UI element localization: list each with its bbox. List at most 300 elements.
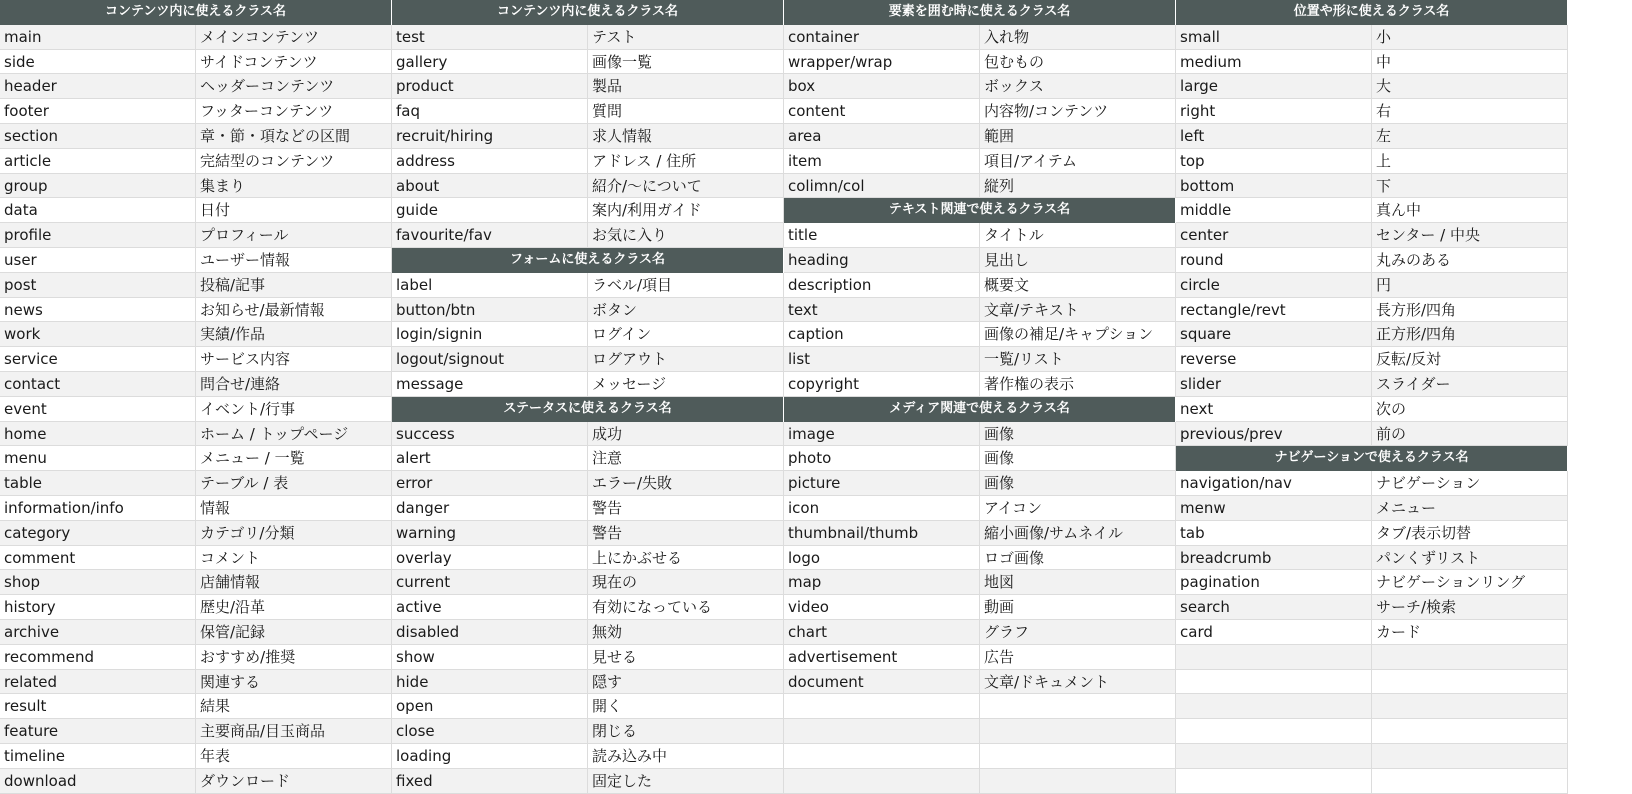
class-name-cell[interactable]: overlay [392,546,588,570]
table-row [784,422,1176,447]
class-name-cell[interactable]: archive [0,620,196,644]
class-name-cell[interactable]: photo [784,446,980,470]
meaning-cell[interactable]: サービス内容 [196,347,392,371]
class-name-cell[interactable]: right [1176,99,1372,123]
meaning-cell[interactable]: 警告 [588,521,784,545]
class-name-cell[interactable]: event [0,397,196,421]
class-name-cell[interactable]: colimn/col [784,174,980,198]
meaning-cell[interactable]: コメント [196,546,392,570]
table-row [0,149,392,174]
class-name-cell[interactable]: result [0,694,196,718]
meaning-cell[interactable] [1372,694,1568,718]
meaning-cell[interactable]: グラフ [980,620,1176,644]
class-name-cell[interactable]: logo [784,546,980,570]
class-name-cell[interactable]: card [1176,620,1372,644]
table-row [784,620,1176,645]
table-row [1176,74,1568,99]
class-name-cell[interactable]: open [392,694,588,718]
table-row [0,25,392,50]
class-name-cell[interactable] [1176,744,1372,768]
meaning-cell[interactable] [980,744,1176,768]
meaning-cell[interactable]: 内容物/コンテンツ [980,99,1176,123]
table-row [0,620,392,645]
meaning-cell[interactable]: タイトル [980,223,1176,247]
meaning-cell[interactable] [980,694,1176,718]
class-name-cell[interactable]: rectangle/revt [1176,298,1372,322]
table-row [0,50,392,75]
meaning-cell[interactable]: 質問 [588,99,784,123]
class-name-cell[interactable]: circle [1176,273,1372,297]
class-name-cell[interactable] [1176,645,1372,669]
class-name-cell[interactable]: chart [784,620,980,644]
class-name-cell[interactable]: content [784,99,980,123]
table-row [784,347,1176,372]
class-name-cell[interactable]: slider [1176,372,1372,396]
class-name-cell[interactable]: square [1176,322,1372,346]
class-name-cell[interactable]: user [0,248,196,272]
table-row [784,223,1176,248]
meaning-cell[interactable]: 注意 [588,446,784,470]
meaning-cell[interactable]: 地図 [980,570,1176,594]
meaning-cell[interactable]: 中 [1372,50,1568,74]
meaning-cell[interactable]: お知らせ/最新情報 [196,298,392,322]
meaning-cell[interactable]: 左 [1372,124,1568,148]
meaning-cell[interactable]: ユーザー情報 [196,248,392,272]
meaning-cell[interactable]: 上にかぶせる [588,546,784,570]
meaning-cell[interactable]: お気に入り [588,223,784,247]
meaning-cell[interactable]: アイコン [980,496,1176,520]
meaning-cell[interactable]: 包むもの [980,50,1176,74]
class-name-cell[interactable]: pagination [1176,570,1372,594]
meaning-cell[interactable]: 動画 [980,595,1176,619]
table-row [1176,273,1568,298]
class-name-cell[interactable] [1176,694,1372,718]
table-row [0,99,392,124]
class-name-cell[interactable]: logout/signout [392,347,588,371]
meaning-cell[interactable]: ボタン [588,298,784,322]
class-name-cell[interactable]: thumbnail/thumb [784,521,980,545]
meaning-cell[interactable]: 縮小画像/サムネイル [980,521,1176,545]
class-name-cell[interactable]: next [1176,397,1372,421]
table-row [0,74,392,99]
meaning-cell[interactable]: 無効 [588,620,784,644]
class-name-cell[interactable]: image [784,422,980,446]
table-row [784,248,1176,273]
table-row [784,546,1176,571]
class-name-cell[interactable]: favourite/fav [392,223,588,247]
meaning-cell[interactable]: 一覧/リスト [980,347,1176,371]
table-row [0,496,392,521]
table-row [0,719,392,744]
meaning-cell[interactable]: 集まり [196,174,392,198]
class-name-cell[interactable]: table [0,471,196,495]
meaning-cell[interactable]: ボックス [980,74,1176,98]
class-name-cell[interactable]: breadcrumb [1176,546,1372,570]
meaning-cell[interactable]: エラー/失敗 [588,471,784,495]
class-name-cell[interactable]: address [392,149,588,173]
class-name-cell[interactable]: description [784,273,980,297]
class-name-cell[interactable] [1176,670,1372,694]
class-name-cell[interactable]: faq [392,99,588,123]
meaning-cell[interactable]: 警告 [588,496,784,520]
meaning-cell[interactable]: おすすめ/推奨 [196,645,392,669]
meaning-cell[interactable]: 円 [1372,273,1568,297]
meaning-cell[interactable]: イベント/行事 [196,397,392,421]
meaning-cell[interactable] [1372,719,1568,743]
class-name-cell[interactable]: previous/prev [1176,422,1372,446]
meaning-cell[interactable]: 完結型のコンテンツ [196,149,392,173]
meaning-cell[interactable]: 小 [1372,25,1568,49]
class-name-cell[interactable]: picture [784,471,980,495]
class-name-cell[interactable]: profile [0,223,196,247]
class-name-cell[interactable]: title [784,223,980,247]
table-row [1176,347,1568,372]
table-row [784,50,1176,75]
meaning-cell[interactable]: 店舗情報 [196,570,392,594]
meaning-cell[interactable]: ラベル/項目 [588,273,784,297]
table-row [784,174,1176,199]
meaning-cell[interactable] [1372,645,1568,669]
table-row [0,744,392,769]
class-name-cell[interactable]: medium [1176,50,1372,74]
empty-row [784,694,1176,719]
class-name-cell[interactable]: menu [0,446,196,470]
meaning-cell[interactable]: 紹介/～について [588,174,784,198]
class-name-cell[interactable]: warning [392,521,588,545]
class-name-cell[interactable]: article [0,149,196,173]
meaning-cell[interactable]: メニュー / 一覧 [196,446,392,470]
table-row [392,174,784,199]
class-name-cell[interactable]: login/signin [392,322,588,346]
meaning-cell[interactable]: 次の [1372,397,1568,421]
class-name-cell[interactable]: download [0,769,196,793]
section-header: ステータスに使えるクラス名 [392,397,784,422]
meaning-cell[interactable]: 主要商品/目玉商品 [196,719,392,743]
meaning-cell[interactable]: 文章/テキスト [980,298,1176,322]
class-name-cell[interactable]: hide [392,670,588,694]
class-name-cell[interactable]: feature [0,719,196,743]
meaning-cell[interactable]: センター / 中央 [1372,223,1568,247]
table-row [392,496,784,521]
class-name-cell[interactable]: heading [784,248,980,272]
class-name-cell[interactable]: item [784,149,980,173]
table-row [1176,397,1568,422]
class-name-cell[interactable]: section [0,124,196,148]
class-name-cell[interactable]: recommend [0,645,196,669]
class-name-cell[interactable]: news [0,298,196,322]
meaning-cell[interactable]: パンくずリスト [1372,546,1568,570]
class-name-cell[interactable]: close [392,719,588,743]
class-name-cell[interactable]: loading [392,744,588,768]
column-1 [0,0,392,794]
table-row [392,273,784,298]
meaning-cell[interactable]: 画像 [980,446,1176,470]
table-row [392,198,784,223]
meaning-cell[interactable] [1372,670,1568,694]
meaning-cell[interactable]: 真ん中 [1372,198,1568,222]
meaning-cell[interactable]: 縦列 [980,174,1176,198]
class-name-cell[interactable]: about [392,174,588,198]
class-name-cell[interactable]: data [0,198,196,222]
table-row [784,521,1176,546]
meaning-cell[interactable]: 製品 [588,74,784,98]
class-name-cell[interactable]: service [0,347,196,371]
meaning-cell[interactable]: 章・節・項などの区間 [196,124,392,148]
class-name-cell[interactable]: history [0,595,196,619]
class-name-cell[interactable]: document [784,670,980,694]
meaning-cell[interactable]: 成功 [588,422,784,446]
class-name-cell[interactable]: bottom [1176,174,1372,198]
meaning-cell[interactable] [980,769,1176,793]
class-name-cell[interactable]: center [1176,223,1372,247]
class-name-cell[interactable]: information/info [0,496,196,520]
class-name-cell[interactable]: wrapper/wrap [784,50,980,74]
class-name-cell[interactable]: box [784,74,980,98]
class-name-cell[interactable]: related [0,670,196,694]
meaning-cell[interactable]: 年表 [196,744,392,768]
meaning-cell[interactable]: 固定した [588,769,784,793]
class-name-cell[interactable]: gallery [392,50,588,74]
table-row [392,25,784,50]
table-row [0,595,392,620]
class-name-cell[interactable]: icon [784,496,980,520]
class-name-cell[interactable] [784,769,980,793]
class-name-cell[interactable]: caption [784,322,980,346]
meaning-cell[interactable]: 前の [1372,422,1568,446]
meaning-cell[interactable]: ダウンロード [196,769,392,793]
class-name-cell[interactable]: left [1176,124,1372,148]
class-name-cell[interactable]: top [1176,149,1372,173]
class-name-cell[interactable]: menw [1176,496,1372,520]
table-row [0,446,392,471]
class-name-cell[interactable] [1176,719,1372,743]
table-row [1176,298,1568,323]
class-name-cell[interactable]: navigation/nav [1176,471,1372,495]
meaning-cell[interactable]: 範囲 [980,124,1176,148]
meaning-cell[interactable]: 結果 [196,694,392,718]
class-name-cell[interactable]: text [784,298,980,322]
meaning-cell[interactable]: カテゴリ/分類 [196,521,392,545]
section-header: コンテンツ内に使えるクラス名 [392,0,784,25]
class-name-cell[interactable]: copyright [784,372,980,396]
table-row [1176,25,1568,50]
empty-row [784,719,1176,744]
class-name-cell[interactable]: reverse [1176,347,1372,371]
meaning-cell[interactable]: 広告 [980,645,1176,669]
class-name-cell[interactable]: active [392,595,588,619]
class-name-cell[interactable]: small [1176,25,1372,49]
meaning-cell[interactable] [980,719,1176,743]
class-name-cell[interactable]: success [392,422,588,446]
meaning-cell[interactable]: 日付 [196,198,392,222]
class-name-cell[interactable]: side [0,50,196,74]
empty-row [1176,744,1568,769]
meaning-cell[interactable]: 下 [1372,174,1568,198]
class-name-cell[interactable]: button/btn [392,298,588,322]
meaning-cell[interactable]: ヘッダーコンテンツ [196,74,392,98]
meaning-cell[interactable]: フッターコンテンツ [196,99,392,123]
meaning-cell[interactable]: サーチ/検索 [1372,595,1568,619]
class-name-cell[interactable]: container [784,25,980,49]
meaning-cell[interactable]: アドレス / 住所 [588,149,784,173]
meaning-cell[interactable]: プロフィール [196,223,392,247]
meaning-cell[interactable]: 画像 [980,422,1176,446]
class-name-cell[interactable]: test [392,25,588,49]
meaning-cell[interactable]: 上 [1372,149,1568,173]
class-name-cell[interactable]: danger [392,496,588,520]
meaning-cell[interactable]: 項目/アイテム [980,149,1176,173]
table-row [392,471,784,496]
table-row [392,744,784,769]
meaning-cell[interactable]: カード [1372,620,1568,644]
class-name-cell[interactable]: recruit/hiring [392,124,588,148]
class-name-cell[interactable]: contact [0,372,196,396]
table-row [784,74,1176,99]
class-name-cell[interactable]: area [784,124,980,148]
meaning-cell[interactable]: 開く [588,694,784,718]
meaning-cell[interactable]: 概要文 [980,273,1176,297]
meaning-cell[interactable]: 読み込み中 [588,744,784,768]
meaning-cell[interactable]: メニュー [1372,496,1568,520]
class-name-cell[interactable]: comment [0,546,196,570]
class-name-cell[interactable]: map [784,570,980,594]
meaning-cell[interactable]: ログイン [588,322,784,346]
meaning-cell[interactable]: 歴史/沿革 [196,595,392,619]
class-name-cell[interactable]: group [0,174,196,198]
meaning-cell[interactable]: 問合せ/連絡 [196,372,392,396]
meaning-cell[interactable]: ホーム / トップページ [196,422,392,446]
table-row [784,25,1176,50]
class-name-cell[interactable]: search [1176,595,1372,619]
class-name-cell[interactable]: home [0,422,196,446]
section-header: 位置や形に使えるクラス名 [1176,0,1568,25]
class-name-cell[interactable]: work [0,322,196,346]
meaning-cell[interactable]: 反転/反対 [1372,347,1568,371]
class-name-cell[interactable] [784,719,980,743]
meaning-cell[interactable]: ナビゲーションリング [1372,570,1568,594]
meaning-cell[interactable]: 閉じる [588,719,784,743]
meaning-cell[interactable]: 情報 [196,496,392,520]
meaning-cell[interactable]: 長方形/四角 [1372,298,1568,322]
meaning-cell[interactable]: 有効になっている [588,595,784,619]
meaning-cell[interactable]: 右 [1372,99,1568,123]
class-name-cell[interactable]: fixed [392,769,588,793]
table-row [1176,174,1568,199]
meaning-cell[interactable]: 隠す [588,670,784,694]
table-row [784,298,1176,323]
column-4 [1176,0,1568,794]
meaning-cell[interactable]: 入れ物 [980,25,1176,49]
table-row [392,620,784,645]
class-name-cell[interactable]: shop [0,570,196,594]
class-name-cell[interactable]: video [784,595,980,619]
class-name-cell[interactable]: error [392,471,588,495]
class-name-cell[interactable]: category [0,521,196,545]
table-row [392,124,784,149]
table-row [0,248,392,273]
class-name-cell[interactable] [1176,769,1372,793]
class-name-cell[interactable]: header [0,74,196,98]
meaning-cell[interactable]: ログアウト [588,347,784,371]
meaning-cell[interactable]: テーブル / 表 [196,471,392,495]
empty-row [784,769,1176,794]
table-row [1176,422,1568,447]
class-name-cell[interactable]: current [392,570,588,594]
table-row [1176,223,1568,248]
meaning-cell[interactable]: 丸みのある [1372,248,1568,272]
table-row [1176,322,1568,347]
table-row [0,471,392,496]
meaning-cell[interactable]: 見せる [588,645,784,669]
meaning-cell[interactable]: 投稿/記事 [196,273,392,297]
table-row [0,521,392,546]
table-row [1176,496,1568,521]
class-name-cell[interactable]: list [784,347,980,371]
table-row [784,670,1176,695]
class-name-cell[interactable] [784,694,980,718]
table-row [392,74,784,99]
meaning-cell[interactable]: テスト [588,25,784,49]
class-name-cell[interactable]: main [0,25,196,49]
meaning-cell[interactable]: 実績/作品 [196,322,392,346]
class-name-cell[interactable]: post [0,273,196,297]
meaning-cell[interactable]: 大 [1372,74,1568,98]
meaning-cell[interactable]: ロゴ画像 [980,546,1176,570]
table-row [0,322,392,347]
table-row [0,769,392,794]
class-name-cell[interactable]: show [392,645,588,669]
meaning-cell[interactable]: ナビゲーション [1372,471,1568,495]
meaning-cell[interactable]: スライダー [1372,372,1568,396]
meaning-cell[interactable]: 画像の補足/キャプション [980,322,1176,346]
class-name-cell[interactable] [784,744,980,768]
meaning-cell[interactable]: 著作権の表示 [980,372,1176,396]
meaning-cell[interactable]: メッセージ [588,372,784,396]
meaning-cell[interactable]: 案内/利用ガイド [588,198,784,222]
meaning-cell[interactable]: 正方形/四角 [1372,322,1568,346]
meaning-cell[interactable]: 関連する [196,670,392,694]
meaning-cell[interactable]: メインコンテンツ [196,25,392,49]
class-name-cell[interactable]: alert [392,446,588,470]
meaning-cell[interactable] [1372,744,1568,768]
class-name-cell[interactable]: middle [1176,198,1372,222]
meaning-cell[interactable] [1372,769,1568,793]
class-name-cell[interactable]: label [392,273,588,297]
meaning-cell[interactable]: 文章/ドキュメント [980,670,1176,694]
meaning-cell[interactable]: サイドコンテンツ [196,50,392,74]
class-name-cell[interactable]: large [1176,74,1372,98]
meaning-cell[interactable]: 求人情報 [588,124,784,148]
class-name-cell[interactable]: footer [0,99,196,123]
class-name-cell[interactable]: disabled [392,620,588,644]
meaning-cell[interactable]: 画像 [980,471,1176,495]
table-row [392,322,784,347]
class-name-cell[interactable]: product [392,74,588,98]
meaning-cell[interactable]: 見出し [980,248,1176,272]
meaning-cell[interactable]: 保管/記録 [196,620,392,644]
meaning-cell[interactable]: 画像一覧 [588,50,784,74]
class-name-cell[interactable]: guide [392,198,588,222]
meaning-cell[interactable]: 現在の [588,570,784,594]
class-name-cell[interactable]: tab [1176,521,1372,545]
meaning-cell[interactable]: タブ/表示切替 [1372,521,1568,545]
class-name-cell[interactable]: timeline [0,744,196,768]
table-row [784,570,1176,595]
class-name-cell[interactable]: round [1176,248,1372,272]
class-name-cell[interactable]: message [392,372,588,396]
class-name-cell[interactable]: advertisement [784,645,980,669]
table-row [392,521,784,546]
